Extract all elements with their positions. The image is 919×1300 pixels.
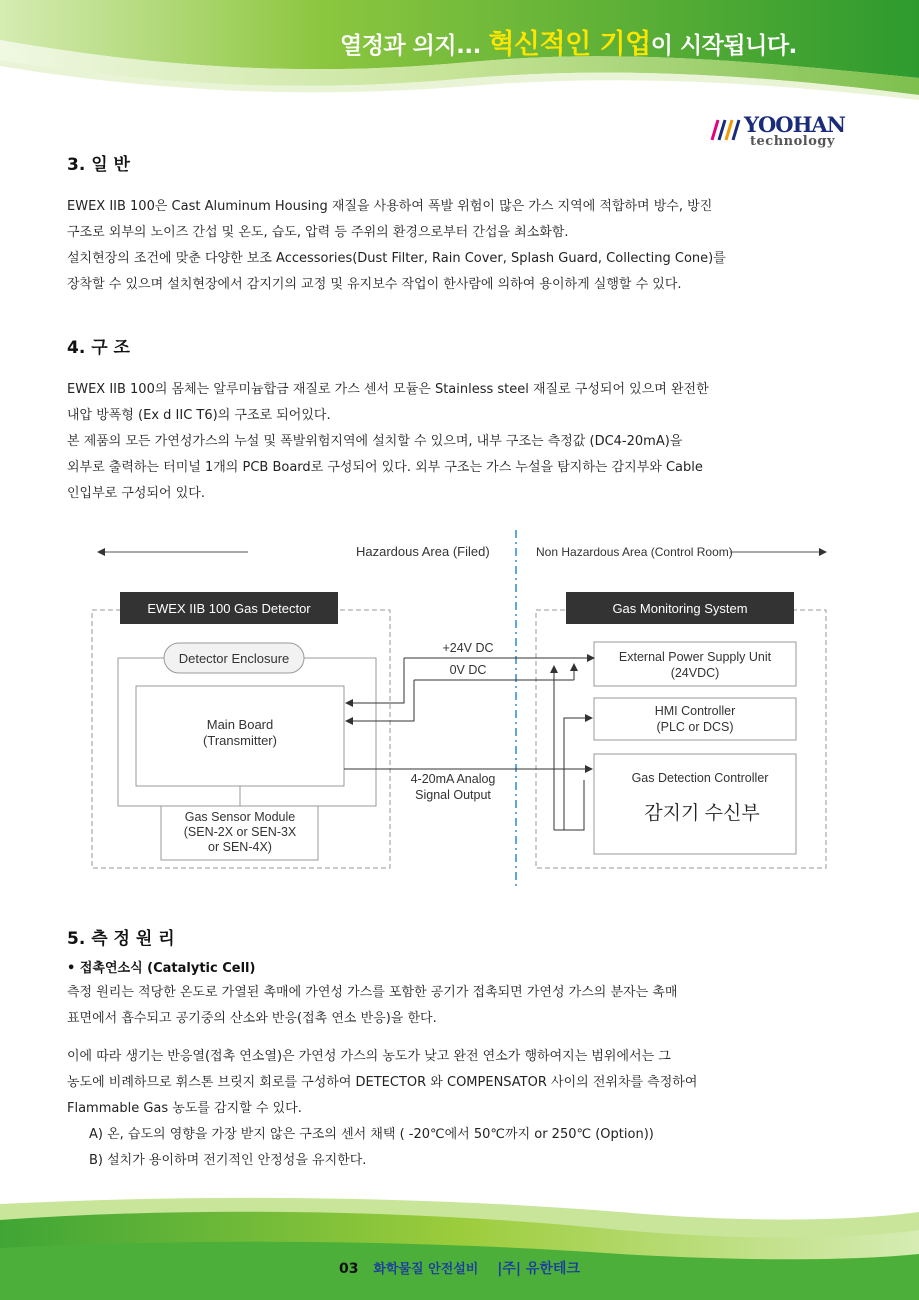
gas-controller-label: Gas Detection Controller	[631, 771, 769, 785]
section-5-title: 5. 측 정 원 리	[67, 929, 175, 949]
section-5-line: 표면에서 흡수되고 공기중의 산소와 반응(접촉 연소 반응)을 한다.	[67, 1011, 437, 1026]
slogan-before: 열정과 의지...	[340, 33, 489, 59]
analog-label: 4-20mA Analog	[410, 772, 496, 786]
footer-banner	[0, 1190, 919, 1300]
logo-word: YOOHAN	[744, 112, 845, 137]
sensor-module-sub: or SEN-4X)	[208, 840, 272, 854]
hmi-feed-line	[564, 718, 592, 830]
sensor-module-label: Gas Sensor Module	[184, 810, 296, 824]
main-board-sub: (Transmitter)	[203, 733, 277, 748]
section-4-title: 4. 구 조	[67, 338, 130, 358]
section-3-line: EWEX IIB 100은 Cast Aluminum Housing 재질을 사용하여 폭발 위험이 많은 가스 지역에 적합하며 방수, 방진	[67, 199, 713, 214]
section-3-line: 설치현장의 조건에 맞춘 다양한 보조 Accessories(Dust Filter, Rain Cover, Splash Guard, Collecting Cone)를	[67, 251, 726, 266]
hazardous-label: Hazardous Area (Filed)	[356, 544, 490, 559]
section-5-item-b: B) 설치가 용이하며 전기적인 안정성을 유지한다.	[89, 1153, 367, 1168]
company-logo	[706, 112, 856, 150]
page-number: 03	[339, 1261, 359, 1277]
section-4-line: 외부로 출력하는 터미널 1개의 PCB Board로 구성되어 있다. 외부 구조는 가스 누설을 탐지하는 감지부와 Cable	[67, 460, 703, 475]
dc24-label: +24V DC	[442, 641, 494, 655]
section-5-bullet: • 접촉연소식 (Catalytic Cell)	[67, 961, 256, 976]
section-4-line: 본 제품의 모든 가연성가스의 누설 및 폭발위험지역에 설치할 수 있으며, 내부 구조는 측정값 (DC4-20mA)을	[67, 434, 683, 449]
section-4-line: EWEX IIB 100의 몸체는 알루미늄합금 재질로 가스 센서 모듈은 Stainless steel 재질로 구성되어 있으며 완전한	[67, 382, 709, 397]
analog-sub: Signal Output	[415, 788, 491, 802]
footer	[0, 1258, 919, 1278]
hmi-label: HMI Controller	[654, 704, 736, 718]
section-5-line: Flammable Gas 농도를 감지할 수 있다.	[67, 1101, 302, 1116]
section-5-line: 이에 따라 생기는 반응열(접촉 연소열)은 가연성 가스의 농도가 낮고 완전 연소가 행하여지는 범위에서는 그	[67, 1049, 671, 1064]
sensor-module-sub: (SEN-2X or SEN-3X	[183, 825, 297, 839]
section-5-line: 측정 원리는 적당한 온도로 가열된 촉매에 가연성 가스를 포함한 공기가 접촉되면 가연성 가스의 분자는 촉매	[67, 985, 678, 1000]
non-hazardous-label: Non Hazardous Area (Control Room)	[536, 545, 733, 559]
receiver-label: 감지기 수신부	[644, 803, 760, 824]
detector-title: EWEX IIB 100 Gas Detector	[147, 601, 311, 616]
section-3-line: 장착할 수 있으며 설치현장에서 감지기의 교정 및 유지보수 작업이 한사람에 의하여 용이하게 실행할 수 있다.	[67, 277, 682, 292]
monitoring-title: Gas Monitoring System	[612, 601, 748, 616]
power-supply-label: External Power Supply Unit	[618, 650, 772, 664]
section-5-item-a: A) 온, 습도의 영향을 가장 받지 않은 구조의 센서 채택 ( -20℃에서 50℃까지 or 250℃ (Option))	[89, 1127, 654, 1142]
slogan-after: 이 시작됩니다.	[650, 33, 797, 59]
logo-tagline: technology	[750, 134, 836, 149]
section-3-line: 구조로 외부의 노이즈 간섭 및 온도, 습도, 압력 등 주위의 환경으로부터 간섭을 최소화함.	[67, 225, 569, 240]
main-board-label: Main Board	[206, 717, 274, 732]
slogan-highlight: 혁신적인 기업	[488, 29, 651, 60]
enclosure-label: Detector Enclosure	[178, 651, 290, 666]
section-4-line: 인입부로 구성되어 있다.	[67, 486, 205, 501]
footer-title: 화학물질 안전설비	[373, 1262, 479, 1277]
section-general	[67, 150, 837, 298]
power-supply-sub: (24VDC)	[670, 666, 720, 680]
system-diagram	[88, 528, 838, 888]
section-principle	[67, 924, 837, 1174]
hmi-sub: (PLC or DCS)	[656, 720, 734, 734]
footer-company: |주| 유한테크	[497, 1261, 580, 1277]
section-3-title: 3. 일 반	[67, 155, 130, 175]
section-structure	[67, 333, 837, 507]
dc0-label: 0V DC	[449, 663, 487, 677]
section-5-line: 농도에 비례하므로 휘스톤 브릿지 회로를 구성하여 DETECTOR 와 COMPENSATOR 사이의 전위차를 측정하여	[67, 1075, 698, 1090]
header-slogan	[340, 22, 797, 62]
gas-feed-line	[554, 780, 584, 830]
dc24-wire	[346, 658, 404, 703]
logo-stripes-icon	[706, 116, 746, 142]
section-4-line: 내압 방폭형 (Ex d IIC T6)의 구조로 되어있다.	[67, 408, 331, 423]
